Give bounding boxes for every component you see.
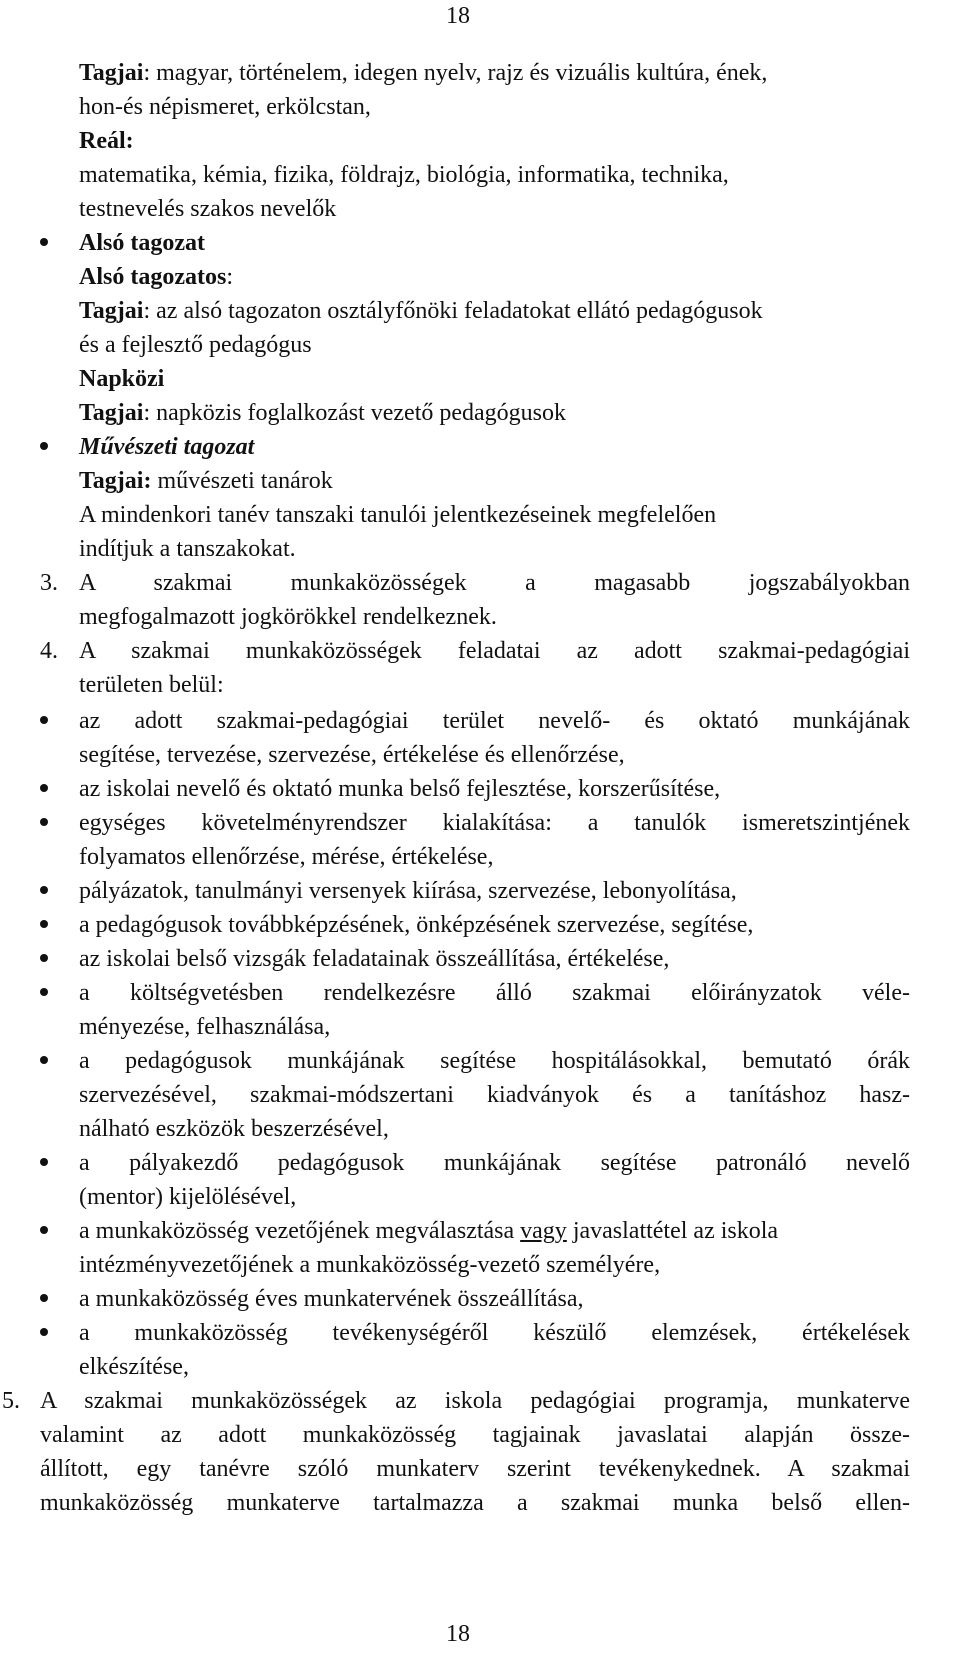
task-3-line-1: egységes követelményrendszer kialakítása: a tanulók ismeretszintjének bbox=[79, 810, 910, 836]
tagjai-subjects: : magyar, történelem, idegen nyelv, rajz és vizuális kultúra, ének, bbox=[143, 60, 768, 86]
also-tagozatos-line bbox=[79, 260, 233, 294]
bullet-icon bbox=[40, 954, 48, 962]
napkozi-tagjai-line bbox=[79, 396, 566, 430]
bullet-icon bbox=[40, 238, 48, 246]
item-5-line-2: valamint az adott munkaközösség tagjainak javaslatai alapján össze- bbox=[40, 1422, 910, 1448]
also-tagozatos-colon: : bbox=[226, 264, 233, 290]
task-2: az iskolai nevelő és oktató munka belső fejlesztése, korszerűsítése, bbox=[79, 776, 721, 802]
muveszeti-tagjai-text: művészeti tanárok bbox=[151, 468, 333, 494]
bullet-icon bbox=[40, 784, 48, 792]
also-tagjai-cont: és a fejlesztő pedagógus bbox=[79, 332, 312, 358]
item-5-line-3: állított, egy tanévre szóló munkaterv szerint tevékenykednek. A szakmai bbox=[40, 1456, 910, 1482]
task-10-line-2: intézményvezetőjének a munkaközösség-vezető személyére, bbox=[79, 1252, 661, 1278]
also-tagjai-line bbox=[79, 294, 763, 328]
real-heading: Reál: bbox=[79, 128, 134, 154]
task-12-line-1: a munkaközösség tevékenységéről készülő elemzések, értékelések bbox=[79, 1320, 910, 1346]
item-3-line-2: megfogalmazott jogkörökkel rendelkeznek. bbox=[79, 604, 497, 630]
task-12-line-2: elkészítése, bbox=[79, 1354, 189, 1380]
task-11: a munkaközösség éves munkatervének összeállítása, bbox=[79, 1286, 584, 1312]
task-10-post: javaslattétel az iskola bbox=[566, 1218, 779, 1244]
item-3-number: 3. bbox=[40, 570, 58, 596]
real-subjects-2: testnevelés szakos nevelők bbox=[79, 196, 337, 222]
bullet-icon bbox=[40, 1056, 48, 1064]
item-4-line-2: területen belül: bbox=[79, 672, 224, 698]
muveszeti-heading: Művészeti tagozat bbox=[79, 434, 255, 460]
task-8-line-3: nálható eszközök beszerzésével, bbox=[79, 1116, 389, 1142]
task-8-line-2: szervezésével, szakmai-módszertani kiadványok és a tanításhoz hasz- bbox=[79, 1082, 910, 1108]
napkozi-tagjai-label: Tagjai bbox=[79, 400, 144, 426]
task-7-line-1: a költségvetésben rendelkezésre álló szakmai előirányzatok véle- bbox=[79, 980, 910, 1006]
page-number-top: 18 bbox=[446, 3, 470, 29]
item-5-line-4: munkaközösség munkaterve tartalmazza a szakmai munka belső ellen- bbox=[40, 1490, 910, 1516]
tagjai-line-2: hon-és népismeret, erkölcstan, bbox=[79, 94, 371, 120]
also-tagjai-text: : az alsó tagozaton osztályfőnöki feladatokat ellátó pedagógusok bbox=[143, 298, 763, 324]
muveszeti-line-4: indítjuk a tanszakokat. bbox=[79, 536, 296, 562]
item-4-number: 4. bbox=[40, 638, 58, 664]
bullet-icon bbox=[40, 988, 48, 996]
task-3-line-2: folyamatos ellenőrzése, mérése, értékelése, bbox=[79, 844, 494, 870]
real-subjects-1: matematika, kémia, fizika, földrajz, biológia, informatika, technika, bbox=[79, 162, 729, 188]
task-7-line-2: ményezése, felhasználása, bbox=[79, 1014, 331, 1040]
task-5: a pedagógusok továbbképzésének, önképzésének szervezése, segítése, bbox=[79, 912, 754, 938]
bullet-icon bbox=[40, 716, 48, 724]
task-10-underlined: vagy bbox=[520, 1218, 567, 1244]
bullet-icon bbox=[40, 1158, 48, 1166]
task-10-pre: a munkaközösség vezetőjének megválasztása bbox=[79, 1218, 521, 1244]
item-3-line-1: A szakmai munkaközösségek a magasabb jogszabályokban bbox=[79, 570, 910, 596]
bullet-icon bbox=[40, 1294, 48, 1302]
napkozi-heading: Napközi bbox=[79, 366, 165, 392]
item-4-line-1: A szakmai munkaközösségek feladatai az adott szakmai-pedagógiai bbox=[79, 638, 910, 664]
bullet-icon bbox=[40, 818, 48, 826]
item-5-line-1: A szakmai munkaközösségek az iskola pedagógiai programja, munkaterve bbox=[40, 1388, 910, 1414]
bullet-icon bbox=[40, 1226, 48, 1234]
task-10-line-1 bbox=[79, 1214, 778, 1248]
napkozi-tagjai-text: : napközis foglalkozást vezető pedagógusok bbox=[143, 400, 567, 426]
bullet-icon bbox=[40, 920, 48, 928]
task-1-line-2: segítése, tervezése, szervezése, értékelése és ellenőrzése, bbox=[79, 742, 625, 768]
bullet-icon bbox=[40, 442, 48, 450]
also-tagozat-heading: Alsó tagozat bbox=[79, 230, 205, 256]
muveszeti-tagjai-label: Tagjai: bbox=[79, 468, 152, 494]
also-tagozatos-label: Alsó tagozatos bbox=[79, 264, 227, 290]
tagjai-line-1 bbox=[79, 56, 767, 90]
task-6: az iskolai belső vizsgák feladatainak összeállítása, értékelése, bbox=[79, 946, 670, 972]
item-5-number: 5. bbox=[2, 1388, 20, 1414]
task-9-line-1: a pályakezdő pedagógusok munkájának segítése patronáló nevelő bbox=[79, 1150, 910, 1176]
task-8-line-1: a pedagógusok munkájának segítése hospitálásokkal, bemutató órák bbox=[79, 1048, 910, 1074]
muveszeti-line-3: A mindenkori tanév tanszaki tanulói jelentkezéseinek megfelelően bbox=[79, 502, 717, 528]
task-4: pályázatok, tanulmányi versenyek kiírása, szervezése, lebonyolítása, bbox=[79, 878, 737, 904]
also-tagjai-label: Tagjai bbox=[79, 298, 144, 324]
muveszeti-tagjai-line bbox=[79, 464, 333, 498]
task-9-line-2: (mentor) kijelölésével, bbox=[79, 1184, 297, 1210]
task-1-line-1: az adott szakmai-pedagógiai terület nevelő- és oktató munkájának bbox=[79, 708, 910, 734]
page-number-bottom: 18 bbox=[446, 1621, 470, 1647]
bullet-icon bbox=[40, 886, 48, 894]
tagjai-label: Tagjai bbox=[79, 60, 144, 86]
bullet-icon bbox=[40, 1328, 48, 1336]
